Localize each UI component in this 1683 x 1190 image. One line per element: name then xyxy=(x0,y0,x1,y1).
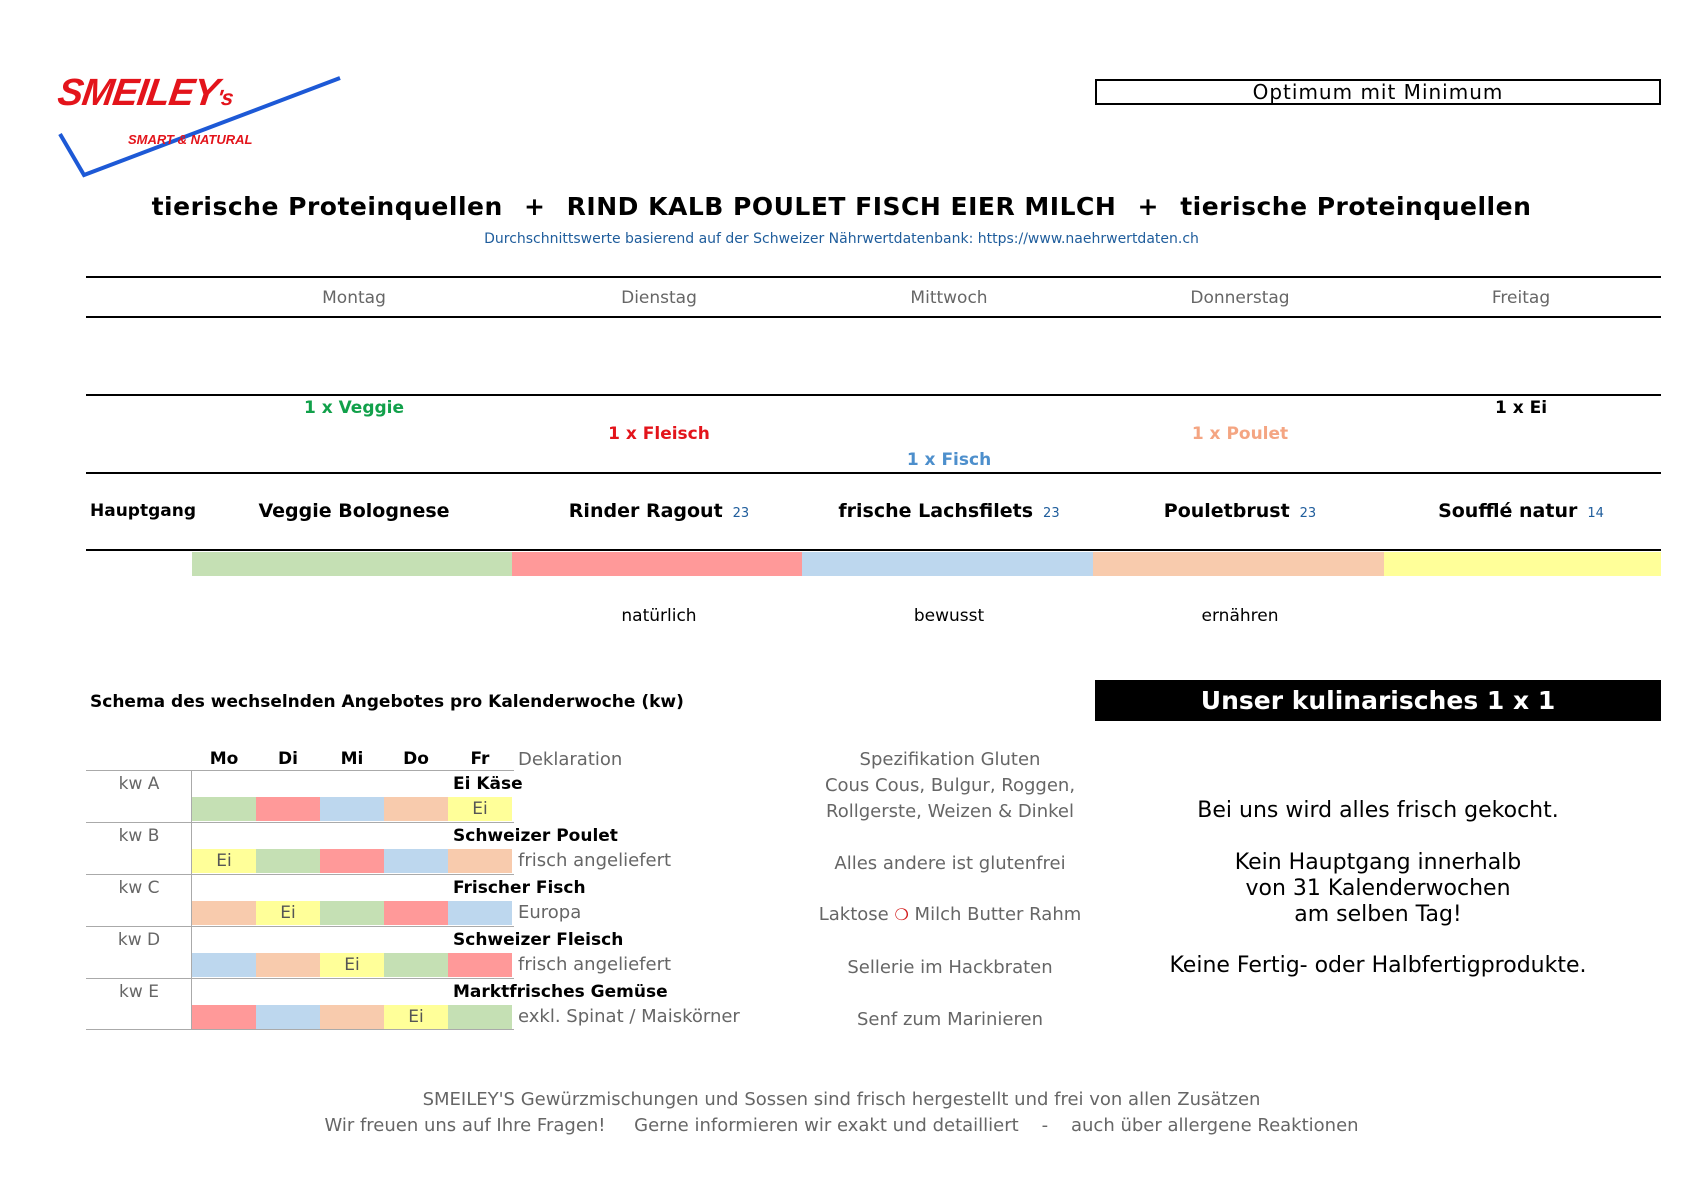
footer-line-1: SMEILEY'S Gewürzmischungen und Sossen sind frisch hergestellt und frei von allen Zusätzen xyxy=(422,1089,1261,1110)
schema-cell: Ei xyxy=(192,849,256,873)
schema-cell xyxy=(192,797,256,821)
dish-montag: Veggie Bolognese xyxy=(258,500,450,522)
day-donnerstag: Donnerstag xyxy=(1190,288,1290,308)
spec-gluten-1: Cous Cous, Bulgur, Roggen, xyxy=(824,775,1076,796)
schema-cell xyxy=(384,901,448,925)
schema-cell: Ei xyxy=(384,1005,448,1029)
schema-cell xyxy=(384,849,448,873)
category-poulet: 1 x Poulet xyxy=(1191,424,1289,444)
schema-row-sub: frisch angeliefert xyxy=(518,954,672,975)
schema-cell xyxy=(256,1005,320,1029)
divider xyxy=(86,549,1661,551)
schema-row-label: Frischer Fisch xyxy=(453,878,586,898)
schema-cell xyxy=(256,849,320,873)
info-line-2: Kein Hauptgang innerhalb xyxy=(1234,850,1522,875)
schema-cell xyxy=(448,901,512,925)
schema-header-do: Do xyxy=(403,749,429,769)
schema-cell xyxy=(448,1005,512,1029)
schema-kw-label: kw B xyxy=(118,826,160,846)
spec-gluten-free: Alles andere ist glutenfrei xyxy=(834,853,1066,874)
day-dienstag: Dienstag xyxy=(621,288,697,308)
schema-cell xyxy=(448,953,512,977)
divider xyxy=(86,316,1661,318)
schema-cell xyxy=(448,849,512,873)
schema-row-label: Schweizer Poulet xyxy=(453,826,618,846)
spec-celery: Sellerie im Hackbraten xyxy=(847,957,1053,978)
spec-gluten-2: Rollgerste, Weizen & Dinkel xyxy=(826,801,1074,822)
info-line-4: am selben Tag! xyxy=(1294,902,1462,927)
spec-mustard: Senf zum Marinieren xyxy=(856,1009,1043,1030)
schema-header-fr: Fr xyxy=(470,749,490,769)
schema-hline xyxy=(86,770,514,771)
schema-row-label: Marktfrisches Gemüse xyxy=(453,982,668,1002)
schema-cell xyxy=(192,901,256,925)
info-line-3: von 31 Kalenderwochen xyxy=(1245,876,1511,901)
color-bar-poulet xyxy=(1093,552,1384,576)
schema-cell xyxy=(256,797,320,821)
category-veggie: 1 x Veggie xyxy=(303,398,405,418)
dish-dienstag: Rinder Ragout 23 xyxy=(568,500,750,522)
schema-header-di: Di xyxy=(278,749,298,769)
schema-kw-label: kw E xyxy=(119,982,159,1002)
schema-row-label: Ei Käse xyxy=(453,774,523,794)
schema-row-sub: Europa xyxy=(518,902,582,923)
category-fleisch: 1 x Fleisch xyxy=(608,424,710,444)
schema-kw-label: kw D xyxy=(117,930,161,950)
deklaration-label: Deklaration xyxy=(518,749,623,770)
schema-cell xyxy=(384,797,448,821)
schema-cell xyxy=(320,901,384,925)
schema-kw-label: kw A xyxy=(118,774,160,794)
category-ei: 1 x Ei xyxy=(1494,398,1548,418)
schema-cell xyxy=(384,953,448,977)
color-bar-fleisch xyxy=(512,552,802,576)
schema-row-sub: frisch angeliefert xyxy=(518,850,672,871)
schema-cell xyxy=(320,1005,384,1029)
schema-header-mo: Mo xyxy=(209,749,239,769)
dish-donnerstag: Pouletbrust 23 xyxy=(1163,500,1317,522)
schema-cell: Ei xyxy=(256,901,320,925)
schema-kw-label: kw C xyxy=(118,878,160,898)
headline: tierische Proteinquellen + RIND KALB POULET FISCH EIER MILCH + tierische Proteinquellen xyxy=(151,192,1532,221)
category-fisch: 1 x Fisch xyxy=(906,450,992,470)
schema-cell xyxy=(320,797,384,821)
schema-title: Schema des wechselnden Angebotes pro Kalenderwoche (kw) xyxy=(90,692,684,712)
footer-line-2: Wir freuen uns auf Ihre Fragen! Gerne informieren wir exakt und detailliert - auch über allergene Reaktionen xyxy=(324,1115,1359,1136)
motto-word: natürlich xyxy=(621,606,697,626)
schema-row-sub: exkl. Spinat / Maiskörner xyxy=(518,1006,740,1027)
schema-cell: Ei xyxy=(320,953,384,977)
schema-cell xyxy=(192,953,256,977)
dish-freitag: Soufflé natur 14 xyxy=(1438,500,1604,522)
motto-word: ernähren xyxy=(1201,606,1279,626)
day-mittwoch: Mittwoch xyxy=(910,288,988,308)
schema-hline xyxy=(86,1029,514,1030)
schema-cell xyxy=(320,849,384,873)
logo-tagline: SMART & NATURAL xyxy=(128,132,253,147)
slogan-box: Optimum mit Minimum xyxy=(1095,79,1661,105)
dish-mittwoch: frische Lachsfilets 23 xyxy=(838,500,1060,522)
divider xyxy=(86,472,1661,474)
schema-cell xyxy=(192,1005,256,1029)
lactose-circle-icon: ❍ xyxy=(894,905,909,924)
schema-hline xyxy=(86,978,514,979)
divider xyxy=(86,394,1661,396)
color-bar-veggie xyxy=(192,552,512,576)
divider xyxy=(86,276,1661,278)
spec-title: Spezifikation Gluten xyxy=(859,749,1041,770)
schema-hline xyxy=(86,822,514,823)
spec-lactose: Laktose ❍ Milch Butter Rahm xyxy=(818,904,1082,925)
schema-hline xyxy=(86,874,514,875)
color-bar-fisch xyxy=(802,552,1093,576)
day-freitag: Freitag xyxy=(1491,288,1551,308)
schema-header-mi: Mi xyxy=(340,749,364,769)
source-note: Durchschnittswerte basierend auf der Schweizer Nährwertdatenbank: https://www.naehrwertdaten.ch xyxy=(484,231,1199,247)
hauptgang-label: Hauptgang xyxy=(90,501,197,521)
schema-row-label: Schweizer Fleisch xyxy=(453,930,624,950)
motto-word: bewusst xyxy=(913,606,985,626)
schema-hline xyxy=(86,926,514,927)
info-line-5: Keine Fertig- oder Halbfertigprodukte. xyxy=(1169,953,1587,978)
color-bar-ei xyxy=(1384,552,1661,576)
schema-cell: Ei xyxy=(448,797,512,821)
logo-brand: SMEILEY's xyxy=(55,72,235,114)
info-line-1: Bei uns wird alles frisch gekocht. xyxy=(1197,798,1559,823)
schema-cell xyxy=(256,953,320,977)
banner-title: Unser kulinarisches 1 x 1 xyxy=(1095,680,1661,721)
day-montag: Montag xyxy=(322,288,386,308)
